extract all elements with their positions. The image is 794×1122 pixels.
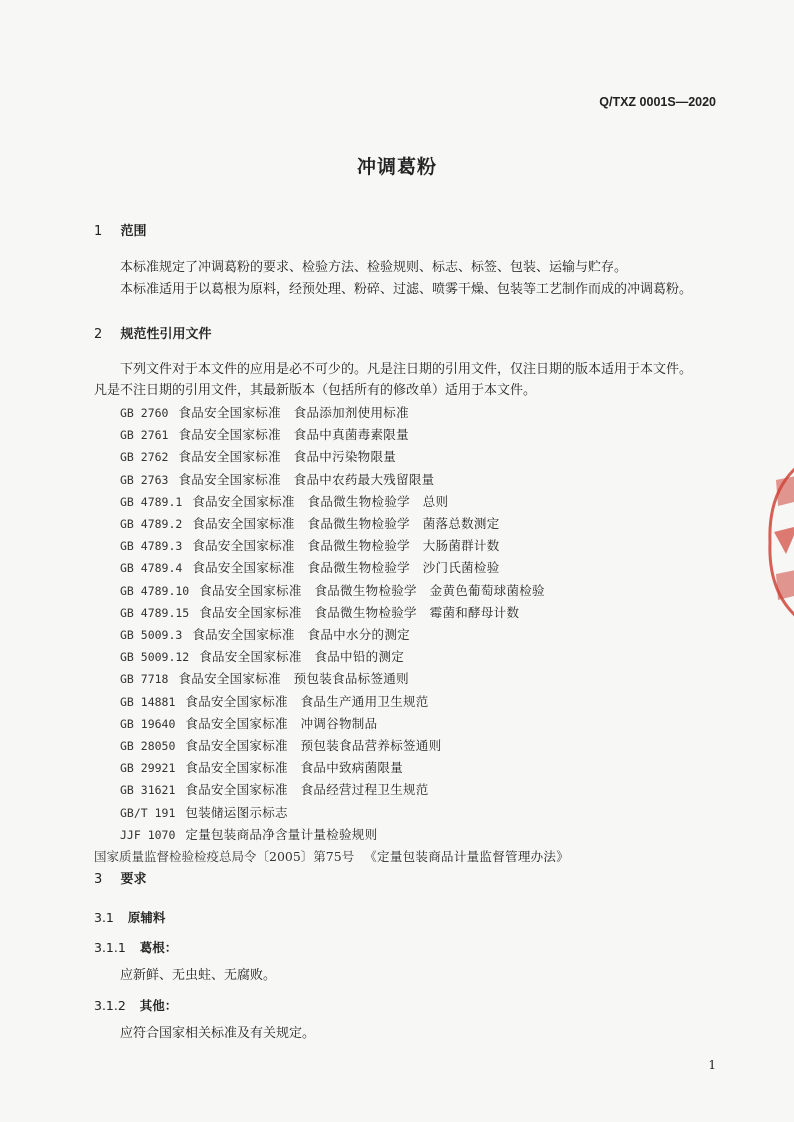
reference-name: 食品安全国家标准 食品中致病菌限量 <box>185 760 403 776</box>
reference-name: 食品安全国家标准 预包装食品营养标签通则 <box>185 738 442 754</box>
section-number: 2 <box>94 327 103 342</box>
reference-name: 食品安全国家标准 冲调谷物制品 <box>185 715 378 731</box>
reference-code: GB 2762 <box>120 450 169 465</box>
reference-item <box>120 557 569 579</box>
section-number: 1 <box>94 224 103 239</box>
reference-name: 食品安全国家标准 食品微生物检验学 总则 <box>192 493 449 509</box>
reference-code: GB 4789.2 <box>120 517 183 532</box>
reference-name: 食品安全国家标准 食品中铅的测定 <box>199 649 405 665</box>
reference-code: GB 2761 <box>120 428 169 443</box>
reference-item <box>120 491 569 513</box>
reference-item <box>120 757 569 779</box>
reference-item <box>120 424 569 446</box>
seal-stamp-graphic <box>762 462 794 622</box>
reference-name: 食品安全国家标准 食品微生物检验学 金黄色葡萄球菌检验 <box>199 582 545 598</box>
reference-name: 包装储运图示标志 <box>185 804 288 820</box>
scope-paragraph-1: 本标准规定了冲调葛粉的要求、检验方法、检验规则、标志、标签、包装、运输与贮存。 <box>120 260 628 275</box>
reference-code: JJF 1070 <box>120 827 176 842</box>
reference-code: GB 5009.3 <box>120 628 183 643</box>
page-number: 1 <box>708 1058 716 1072</box>
reference-name: 食品安全国家标准 食品微生物检验学 霉菌和酵母计数 <box>199 604 520 620</box>
section-title: 规范性引用文件 <box>120 327 212 342</box>
subsection-number: 3.1.1 <box>94 940 126 955</box>
reference-code: GB 5009.12 <box>120 650 190 665</box>
reference-code: GB 19640 <box>120 716 176 731</box>
section-number: 3 <box>94 872 103 887</box>
reference-code: GB 4789.15 <box>120 605 190 620</box>
reference-name: 定量包装商品净含量计量检验规则 <box>185 826 378 842</box>
reference-item <box>120 602 569 624</box>
subsection-number: 3.1.2 <box>94 998 126 1013</box>
subsection-3-1-heading <box>94 908 165 926</box>
reference-code: GB 4789.1 <box>120 494 183 509</box>
subsection-title: 原辅料 <box>127 910 166 925</box>
reference-item <box>120 535 569 557</box>
reference-code: GB 14881 <box>120 694 176 709</box>
reference-code: GB 4789.4 <box>120 561 183 576</box>
reference-name: 食品安全国家标准 食品经营过程卫生规范 <box>185 782 429 798</box>
reference-code: GB 4789.10 <box>120 583 190 598</box>
reference-item <box>94 846 569 867</box>
section-2-heading <box>94 323 212 342</box>
reference-item <box>120 446 569 468</box>
reference-name: 食品安全国家标准 食品中真菌毒素限量 <box>178 427 409 443</box>
reference-item <box>120 580 569 602</box>
subsection-title: 其他： <box>139 998 178 1013</box>
reference-item <box>120 668 569 690</box>
reference-name: 食品安全国家标准 食品添加剂使用标准 <box>178 405 409 420</box>
reference-item <box>120 513 569 535</box>
document-title: 冲调葛粉 <box>356 156 437 178</box>
reference-name: 食品安全国家标准 食品微生物检验学 菌落总数测定 <box>192 516 500 532</box>
section-1-heading <box>94 220 147 239</box>
section-title: 范围 <box>120 224 147 239</box>
reference-name: 食品安全国家标准 食品中水分的测定 <box>192 627 410 643</box>
reference-code: GB 28050 <box>120 739 176 754</box>
reference-name: 《定量包装商品计量监督管理办法》 <box>364 849 570 865</box>
reference-item <box>120 402 569 424</box>
reference-code: GB 31621 <box>120 783 176 798</box>
reference-item <box>120 735 569 757</box>
standard-number: Q/TXZ 0001S—2020 <box>599 95 716 109</box>
reference-item <box>120 713 569 735</box>
references-intro-line-1: 下列文件对于本文件的应用是必不可少的。凡是注日期的引用文件，仅注日期的版本适用于本文件。 <box>120 362 693 377</box>
section-title: 要求 <box>120 872 147 887</box>
subsection-3-1-1-text: 应新鲜、无虫蛀、无腐败。 <box>120 968 277 983</box>
reference-name: 食品安全国家标准 食品微生物检验学 大肠菌群计数 <box>192 538 500 554</box>
subsection-number: 3.1 <box>94 910 114 925</box>
reference-code: GB/T 191 <box>120 805 176 820</box>
reference-list <box>94 402 570 867</box>
reference-code: GB 29921 <box>120 761 176 776</box>
scope-paragraph-2: 本标准适用于以葛根为原料，经预处理、粉碎、过滤、喷雾干燥、包装等工艺制作而成的冲调葛粉。 <box>120 282 693 297</box>
reference-code: 国家质量监督检验检疫总局令〔2005〕第75号 <box>94 849 355 865</box>
reference-code: GB 7718 <box>120 672 169 687</box>
references-intro-line-2: 凡是不注日期的引用文件，其最新版本（包括所有的修改单）适用于本文件。 <box>94 383 537 398</box>
section-3-heading <box>94 868 147 887</box>
subsection-3-1-1-heading <box>94 938 177 956</box>
subsection-3-1-2-text: 应符合国家相关标准及有关规定。 <box>120 1026 316 1041</box>
reference-name: 食品安全国家标准 预包装食品标签通则 <box>178 671 409 687</box>
reference-code: GB 2763 <box>120 472 169 487</box>
reference-code: GB 4789.3 <box>120 539 183 554</box>
reference-item <box>120 691 569 713</box>
reference-name: 食品安全国家标准 食品中农药最大残留限量 <box>178 471 435 487</box>
reference-code: GB 2760 <box>120 406 169 420</box>
reference-name: 食品安全国家标准 食品生产通用卫生规范 <box>185 693 429 709</box>
reference-item <box>120 646 569 668</box>
reference-item <box>120 802 569 824</box>
subsection-title: 葛根： <box>139 940 178 955</box>
reference-item <box>120 469 569 491</box>
reference-name: 食品安全国家标准 食品微生物检验学 沙门氏菌检验 <box>192 560 500 576</box>
subsection-3-1-2-heading <box>94 996 177 1014</box>
reference-name: 食品安全国家标准 食品中污染物限量 <box>178 449 397 465</box>
reference-item <box>120 779 569 801</box>
reference-item <box>120 824 569 846</box>
reference-item <box>120 624 569 646</box>
